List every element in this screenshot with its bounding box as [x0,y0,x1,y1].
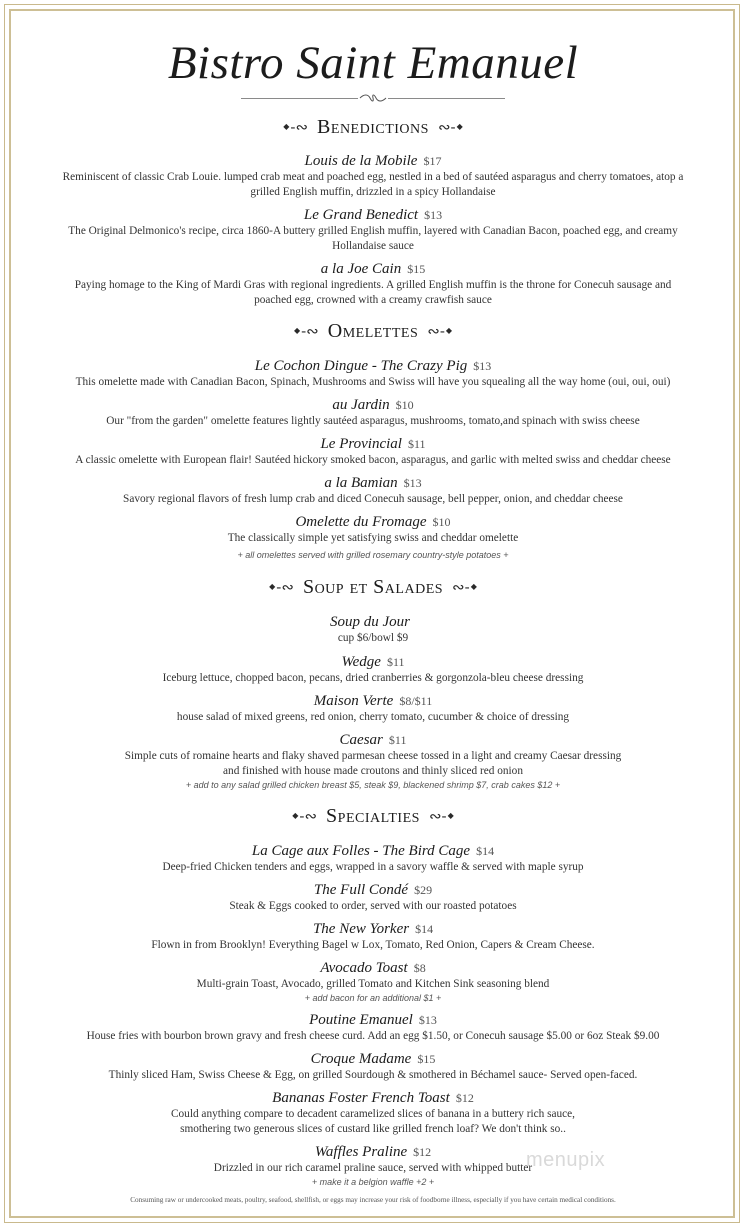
item-note: + add bacon for an additional $1 + [304,993,442,1003]
item-description: Paying homage to the King of Mardi Gras with regional ingredients. A grilled English muffin is the throne for Conecuh sausage and [74,279,672,291]
item-name: Bananas Foster French Toast [272,1090,450,1106]
item-description: and finished with house made croutons and thinly sliced red onion [223,765,523,777]
item-price: $29 [414,883,433,897]
item-price: $11 [386,655,405,669]
item-price: $13 [418,1013,437,1027]
item-name: Waffles Praline [314,1144,408,1160]
item-price: $10 [395,398,414,412]
item-description: smothering two generous slices of custard like grilled french loaf? We don't think so.. [180,1123,566,1135]
menu-item [18,355,728,390]
item-description: poached egg, crowned with a creamy crawfish sauce [254,294,492,306]
item-description: House fries with bourbon brown gravy and fresh cheese curd. Add an egg $1.50, or Conecuh sausage $5.00 or 6oz Steak $9.00 [86,1030,660,1042]
item-description: Simple cuts of romaine hearts and flaky shaved parmesan cheese tossed in a light and creamy Caesar dressing [124,750,622,762]
menu-item [18,840,728,875]
item-description: Drizzled in our rich caramel praline sauce, served with whipped butter [213,1162,533,1174]
item-price: $15 [407,262,426,276]
section-title: Specialties [326,804,420,827]
scroll-ornament-icon: ◆ - ∾ [292,806,318,825]
item-name: a la Joe Cain [320,261,402,277]
item-price: $12 [413,1145,432,1159]
menu-item [18,258,728,308]
item-description: Deep-fried Chicken tenders and eggs, wrapped in a savory waffle & served with maple syrup [162,861,584,873]
item-name: Poutine Emanuel [309,1012,413,1028]
item-name: a la Bamian [324,475,398,491]
item-name: Croque Madame [310,1051,412,1067]
menu-item [18,611,728,646]
item-note: + make it a belgion waffle +2 + [311,1177,435,1187]
item-price: $14 [476,844,495,858]
section-header-soup-salades [18,575,728,599]
item-description: Reminiscent of classic Crab Louie. lumped crab meat and poached egg, nestled in a bed of sautéed asparagus and cherry tomatoes, atop a [62,171,684,183]
item-description: Iceburg lettuce, chopped bacon, pecans, dried cranberries & gorgonzola-bleu cheese dressing [162,672,584,684]
item-description: This omelette made with Canadian Bacon, Spinach, Mushrooms and Swiss will have you squealing all the way home (oui, oui, oui) [75,376,671,388]
flourish-icon [358,93,388,103]
item-name: Soup du Jour [330,614,410,630]
item-price: $11 [407,437,426,451]
item-price: $13 [403,476,422,490]
section-note: + all omelettes served with grilled rosemary country-style potatoes + [237,550,509,560]
scroll-ornament-icon: ◆ - ∾ [283,117,309,136]
scroll-ornament-icon: ∾ - ◆ [428,806,454,825]
scroll-ornament-icon: ∾ - ◆ [452,577,477,596]
watermark: menupix [526,1149,606,1171]
menu-item [18,150,728,200]
restaurant-title: Bistro Saint Emanuel [167,37,579,89]
item-name: Omelette du Fromage [295,514,427,530]
menu-item [18,433,728,468]
item-description: grilled English muffin, drizzled in a spicy Hollandaise [250,186,496,198]
item-price: $12 [455,1091,474,1105]
section-title: Omelettes [327,319,419,342]
item-description: Multi-grain Toast, Avocado, grilled Tomato and Kitchen Sink seasoning blend [196,978,550,990]
menu-item [18,918,728,953]
menu-item [18,1048,728,1083]
item-description: Could anything compare to decadent caramelized slices of banana in a buttery rich sauce, [170,1108,575,1120]
menu-item [18,472,728,507]
menu-item [18,690,728,725]
item-price: $8 [413,961,426,975]
scroll-ornament-icon: ∾ - ◆ [427,321,453,340]
menu-item [18,1141,728,1188]
menu-page [18,18,728,1210]
item-price: $13 [424,208,443,222]
menu-item [18,957,728,1004]
section-title: Soup et Salades [302,575,444,598]
item-description: The classically simple yet satisfying swiss and cheddar omelette [227,532,519,544]
item-description: Flown in from Brooklyn! Everything Bagel w Lox, Tomato, Red Onion, Capers & Cream Cheese. [151,939,595,951]
item-name: Avocado Toast [320,960,408,976]
menu-item [18,394,728,429]
food-safety-disclaimer: Consuming raw or undercooked meats, poultry, seafood, shellfish, or eggs may increase your risk of foodborne illness, especially if you have certain medical conditions. [130,1196,616,1204]
item-price: $17 [423,154,442,168]
item-description: Thinly sliced Ham, Swiss Cheese & Egg, on grilled Sourdough & smothered in Béchamel sauce- Served open-faced. [108,1069,638,1081]
item-name: Caesar [339,732,383,748]
scroll-ornament-icon: ∾ - ◆ [437,117,463,136]
menu-item [18,511,728,561]
item-description: Savory regional flavors of fresh lump crab and diced Conecuh sausage, bell pepper, onion, and cheddar cheese [123,493,623,505]
item-name: au Jardin [332,397,390,413]
section-header-benedictions [18,115,728,139]
item-name: Le Cochon Dingue - The Crazy Pig [254,358,468,374]
item-price: $14 [415,922,434,936]
section-note: + add to any salad grilled chicken breast $5, steak $9, blackened shrimp $7, crab cakes $12 + [185,780,561,790]
item-description: Hollandaise sauce [332,240,414,252]
item-price: $11 [388,733,407,747]
menu-item [18,651,728,686]
item-description: house salad of mixed greens, red onion, cherry tomato, cucumber & choice of dressing [176,711,570,723]
item-name: Le Provincial [320,436,402,452]
item-description: cup $6/bowl $9 [337,632,409,644]
scroll-ornament-icon: ◆ - ∾ [269,577,294,596]
item-name: La Cage aux Folles - The Bird Cage [251,843,471,859]
item-price: $8/$11 [399,694,433,708]
item-price: $10 [432,515,451,529]
menu-item [18,204,728,254]
section-header-omelettes [18,319,728,343]
menu-item [18,1009,728,1044]
item-description: A classic omelette with European flair! Sautéed hickory smoked bacon, asparagus, and garlic with melted swiss and cheddar cheese [75,454,671,466]
item-price: $15 [417,1052,436,1066]
section-title: Benedictions [317,115,429,138]
scroll-ornament-icon: ◆ - ∾ [293,321,319,340]
item-name: Louis de la Mobile [304,153,418,169]
item-name: The Full Condé [313,882,409,898]
item-name: Wedge [341,654,381,670]
item-name: Le Grand Benedict [303,207,419,223]
item-description: Steak & Eggs cooked to order, served with our roasted potatoes [229,900,517,912]
item-description: Our "from the garden" omelette features lightly sautéed asparagus, mushrooms, tomato,and spinach with swiss cheese [106,415,640,427]
item-description: The Original Delmonico's recipe, circa 1860-A buttery grilled English muffin, layered with Canadian Bacon, poached egg, and creamy [68,225,678,237]
item-name: Maison Verte [313,693,394,709]
item-name: The New Yorker [312,921,410,937]
item-price: $13 [473,359,492,373]
menu-item [18,879,728,914]
menu-item [18,1087,728,1137]
section-header-specialties [18,804,728,828]
menu-item [18,729,728,791]
